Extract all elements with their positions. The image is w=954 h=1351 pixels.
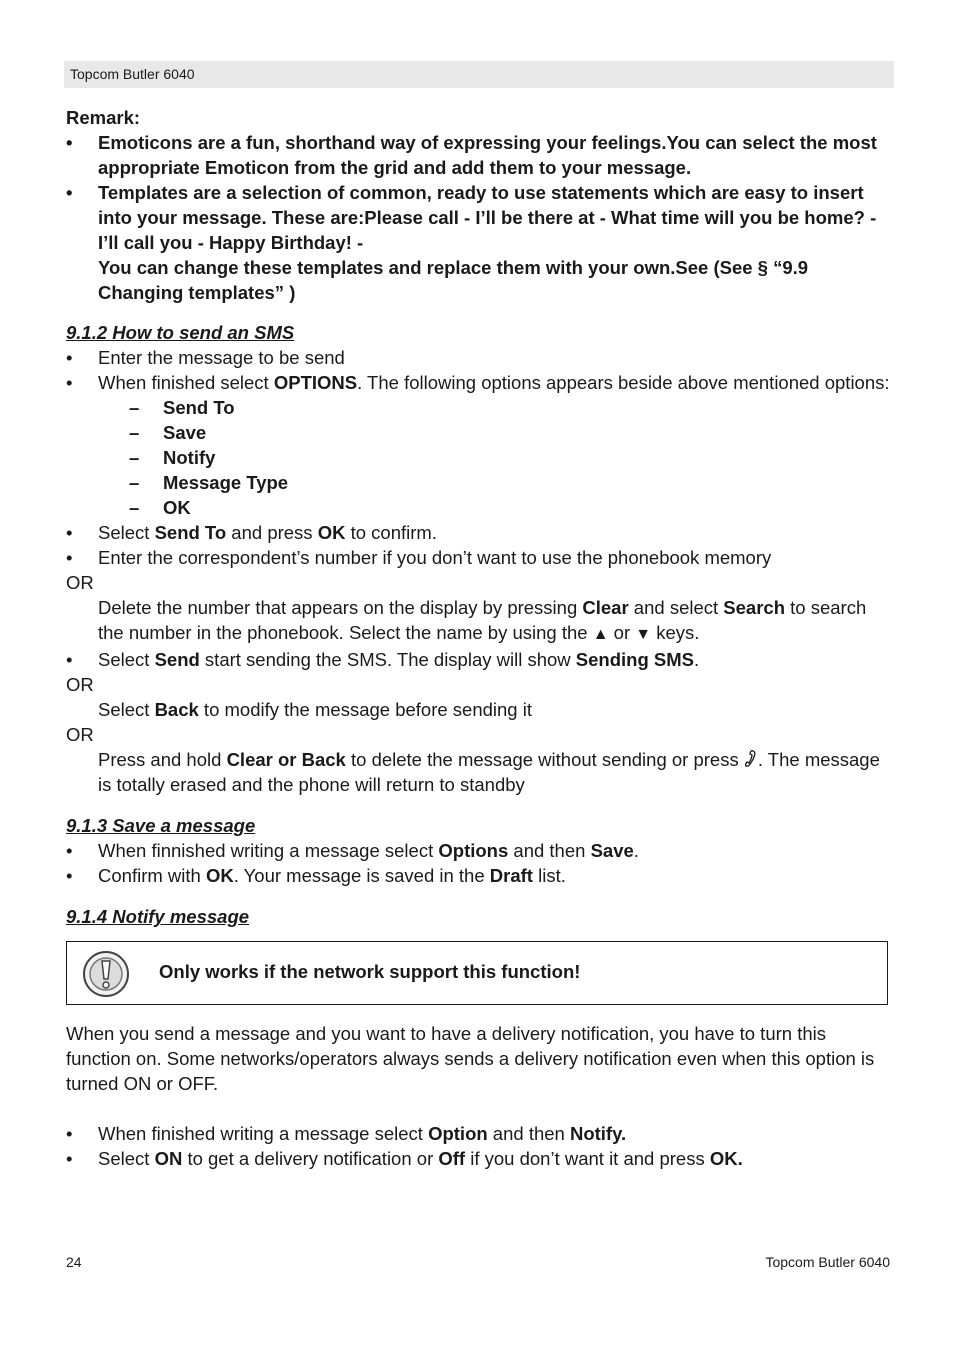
end-call-key-icon <box>744 749 758 769</box>
remark-bullet-templates: • Templates are a selection of common, ready to use statements which are easy to insert into your message. These are:Please call - I’ll be there at - What time will you be home? - I’ll call you - Happy Birthday! - You can change these templates and replace them with your own.See (See § “9.9 Changing templates” ) <box>66 182 877 303</box>
remark-title: Remark: <box>66 107 141 128</box>
section-heading-save-message: 9.1.3 Save a message <box>66 815 256 836</box>
section-heading-notify-message: 9.1.4 Notify message <box>66 906 250 927</box>
list-item: • Select Send To and press OK to confirm. <box>66 522 437 543</box>
list-item: • When finnished writing a message select Options and then Save. <box>66 840 639 861</box>
list-item: • When finished writing a message select Option and then Notify. <box>66 1123 627 1144</box>
note-text: Only works if the network support this function! <box>159 961 581 982</box>
warning-icon <box>82 950 130 998</box>
page-content <box>66 105 894 1171</box>
paragraph-back: Select Back to modify the message before sending it <box>98 699 532 720</box>
page-number: 24 <box>66 1254 82 1270</box>
list-item: • When finished select OPTIONS. The following options appears beside above mentioned options: <box>66 372 890 393</box>
up-arrow-icon: ▲ <box>592 626 609 643</box>
down-arrow-icon: ▼ <box>635 626 652 643</box>
list-item: • Select ON to get a delivery notification or Off if you don’t want it and press OK. <box>66 1148 743 1169</box>
section-heading-send-sms: 9.1.2 How to send an SMS <box>66 322 295 343</box>
bullet-marker: • <box>66 132 73 153</box>
header-title: Topcom Butler 6040 <box>70 66 195 82</box>
or-label: OR <box>66 724 94 745</box>
list-item: • Enter the correspondent’s number if you don’t want to use the phonebook memory <box>66 547 772 568</box>
option-save: – Save <box>129 422 207 443</box>
or-label: OR <box>66 572 94 593</box>
paragraph-delivery-notification: When you send a message and you want to have a delivery notification, you have to turn this function on. Some networks/operators always sends a delivery notification even when this option is turned ON or OFF. <box>66 1023 875 1094</box>
or-label: OR <box>66 674 94 695</box>
option-notify: – Notify <box>129 447 216 468</box>
remark-bullet-emoticons: • Emoticons are a fun, shorthand way of expressing your feelings.You can select the most appropriate Emoticon from the grid and add them to your message. <box>66 132 877 178</box>
paragraph-clear-or-back: Press and hold Clear or Back to delete the message without sending or press . The message is totally erased and the phone will return to standby <box>98 749 880 795</box>
running-header <box>64 61 894 88</box>
paragraph-delete-number: Delete the number that appears on the display by pressing Clear and select Search to search the number in the phonebook. Select the name by using the ▲ or ▼ keys. <box>98 597 867 643</box>
list-item: • Select Send start sending the SMS. The display will show Sending SMS. <box>66 649 700 670</box>
bullet-marker: • <box>66 182 73 203</box>
note-box <box>66 941 888 1005</box>
footer-title: Topcom Butler 6040 <box>765 1254 890 1270</box>
option-ok: – OK <box>129 497 191 518</box>
list-item: • Enter the message to be send <box>66 347 345 368</box>
option-message-type: – Message Type <box>129 472 289 493</box>
option-send-to: – Send To <box>129 397 235 418</box>
list-item: • Confirm with OK. Your message is saved in the Draft list. <box>66 865 566 886</box>
